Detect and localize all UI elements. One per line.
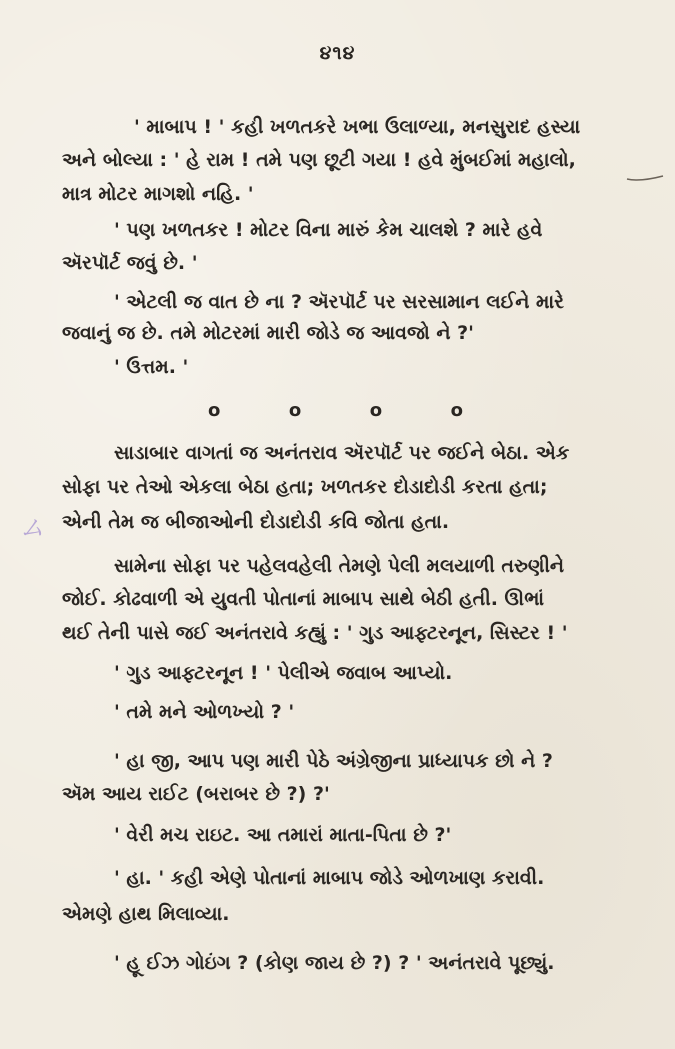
text-line: સોફા પર તેઓ એકલા બેઠા હતા; ખળતકર દોડાદોડી કરતા હતા; [62,476,548,498]
text-line: ' વેરી મચ રાઇટ. આ તમારાં માતા-પિતા છે ?' [114,824,452,846]
text-line: જવાનું જ છે. તમે મોટરમાં મારી જોડે જ આવજો ને ?' [62,322,474,344]
page-number: ૪૧૪ [319,42,356,64]
text-line: ' હા. ' કહી એણે પોતાનાં માબાપ જોડે ઓળખાણ કરાવી. [114,867,545,889]
text-line: ' પણ ખળતકર ! મોટર વિના મારું કેમ ચાલશે ? મારે હવે [114,219,543,241]
text-line: અને બોલ્યા : ' હે રામ ! તમે પણ છૂટી ગયા ! હવે મુંબઈમાં મહાલો, [62,149,576,171]
text-line: જોઈ. કોઢવાળી એ યુવતી પોતાનાં માબાપ સાથે બેઠી હતી. ઊભાં [62,588,545,610]
text-line: ' એટલી જ વાત છે ના ? ઍરપૉર્ટ પર સરસામાન લઈને મારે [114,291,564,313]
section-separator [208,400,463,421]
separator-dot: o [450,400,463,421]
ink-stroke-mark [625,173,665,183]
text-line: એની તેમ જ બીજાઓની દોડાદોડી કવિ જોતા હતા. [62,511,450,533]
separator-dot: o [288,400,302,421]
text-line: થઈ તેની પાસે જઈ અનંતરાવે કહ્યું : ' ગુડ આફ્ટરનૂન, સિસ્ટર ! ' [62,622,568,644]
text-line: ' તમે મને ઓળખ્યો ? ' [114,701,295,723]
text-line: ' ઉત્તમ. ' [114,356,189,378]
text-line: ' હા જી, આપ પણ મારી પેઠે અંગ્રેજીના પ્રાધ્યાપક છો ને ? [114,750,553,772]
text-line: ' હૂ ઈઝ ગોઇંગ ? (કોણ જાય છે ?) ? ' અનંતરાવે પૂછ્યું. [114,952,555,974]
text-line: ઍમ આય રાઈટ (બરાબર છે ?) ?' [62,783,330,805]
text-line: એમણે હાથ મિલાવ્યા. [62,903,230,925]
separator-dot: o [208,400,221,421]
text-line: ' ગુડ આફ્ટરનૂન ! ' પેલીએ જવાબ આપ્યો. [114,662,453,684]
text-line: સાડાબાર વાગતાં જ અનંતરાવ ઍરપૉર્ટ પર જઈને બેઠા. એક [114,442,570,464]
text-line: માત્ર મોટર માગશો નહિ. ' [62,183,254,205]
separator-dot: o [369,400,383,421]
text-line: સામેના સોફા પર પહેલવહેલી તેમણે પેલી મલયાળી તરુણીને [114,555,565,577]
text-line: ઍરપૉર્ટ જવું છે. ' [62,252,198,274]
text-line: ' માબાપ ! ' કહી ખળતકરે ખભા ઉલાળ્યા, મનસુરાદ હસ્યા [134,116,581,138]
margin-pencil-mark: ム [20,514,44,542]
